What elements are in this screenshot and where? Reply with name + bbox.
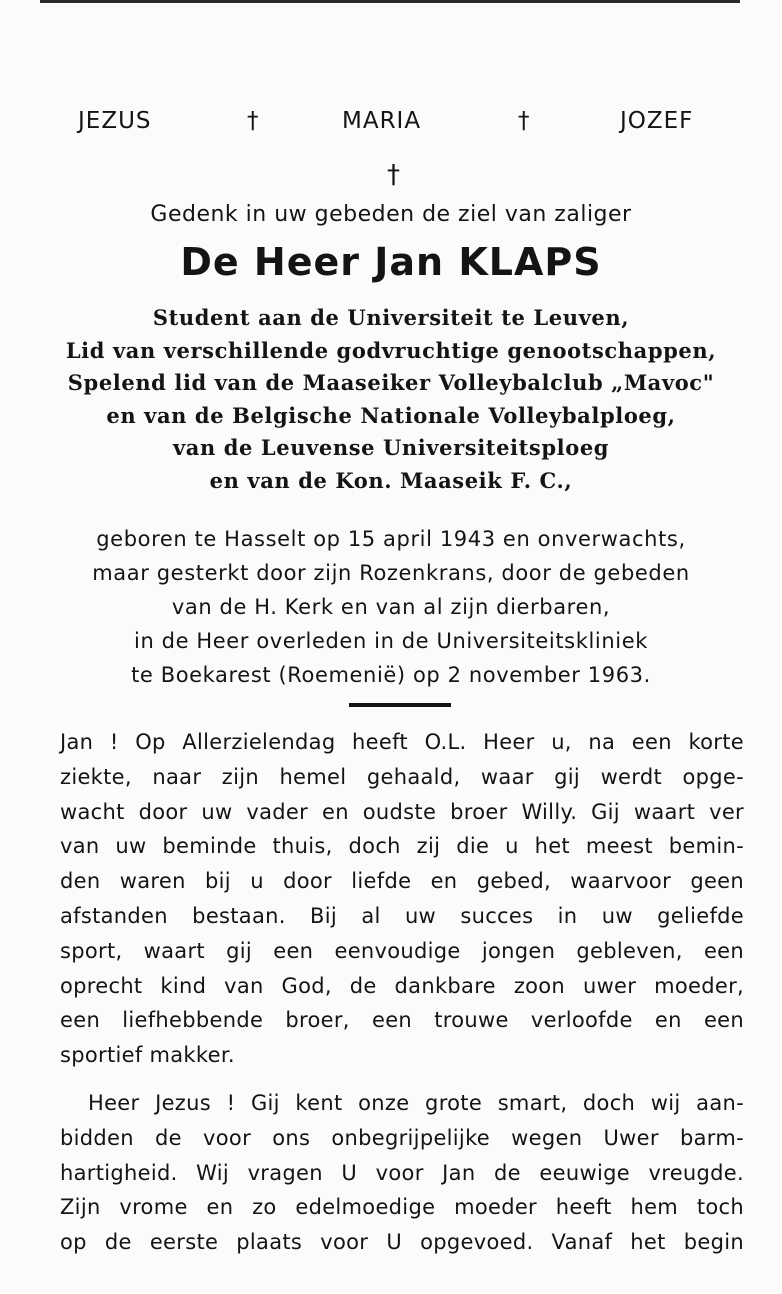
- title-line: Student aan de Universiteit te Leuven,: [152, 305, 630, 330]
- paragraph-line: den waren bij u door liefde en gebed, waarvoor geen: [60, 869, 744, 894]
- deceased-name: De Heer Jan KLAPS: [180, 240, 602, 284]
- biography-block: [0, 522, 782, 692]
- bio-line: van de H. Kerk en van al zijn dierbaren,: [171, 595, 611, 619]
- bio-line: geboren te Hasselt op 15 april 1943 en onverwachts,: [96, 527, 686, 551]
- paragraph-line: wacht door uw vader en oudste broer Willy. Gij waart ver: [60, 799, 744, 824]
- titles-block: [0, 302, 782, 497]
- title-line: van de Leuvense Universiteitsploeg: [172, 435, 610, 460]
- cross-center-icon: †: [387, 160, 400, 190]
- paragraph-line: Jan ! Op Allerzielendag heeft O.L. Heer u, na een korte: [60, 730, 744, 754]
- paragraph-line: Zijn vrome en zo edelmoedige moeder heeft hem toch: [60, 1195, 744, 1220]
- intro-line: Gedenk in uw gebeden de ziel van zaliger: [150, 202, 632, 227]
- paragraph-line: sport, waart gij een eenvoudige jongen gebleven, een: [60, 938, 744, 963]
- title-line: en van de Belgische Nationale Volleybalploeg,: [106, 402, 676, 428]
- paragraph-line: Heer Jezus ! Gij kent onze grote smart, doch wij aan-: [88, 1091, 744, 1115]
- cross-right-icon: †: [518, 108, 531, 134]
- title-line: en van de Kon. Maaseik F. C.,: [209, 467, 573, 493]
- paragraph-line: een liefhebbende broer, een trouwe verloofde en een: [60, 1008, 744, 1033]
- memorial-paragraph-2: [60, 1086, 744, 1260]
- top-border-rule: [40, 0, 740, 3]
- bio-line: te Boekarest (Roemenië) op 2 november 1963.: [131, 663, 651, 687]
- paragraph-line: afstanden bestaan. Bij al uw succes in uw geliefde: [60, 903, 744, 928]
- invocation-joseph: JOZEF: [620, 108, 694, 134]
- section-divider: [349, 703, 451, 707]
- bio-line: maar gesterkt door zijn Rozenkrans, door de gebeden: [92, 561, 690, 585]
- paragraph-line: hartigheid. Wij vragen U voor Jan de eeuwige vreugde.: [60, 1160, 744, 1185]
- title-line: Lid van verschillende godvruchtige genootschappen,: [65, 337, 717, 363]
- paragraph-line: oprecht kind van God, de dankbare zoon uwer moeder,: [60, 973, 744, 998]
- paragraph-line: op de eerste plaats voor U opgevoed. Vanaf het begin: [60, 1230, 744, 1255]
- title-line: Spelend lid van de Maaseiker Volleybalclub „Mavoc": [67, 370, 715, 395]
- paragraph-line: van uw beminde thuis, doch zij die u het meest bemin-: [60, 834, 744, 859]
- bio-line: in de Heer overleden in de Universiteitskliniek: [134, 629, 648, 653]
- paragraph-line: ziekte, naar zijn hemel gehaald, waar gij werdt opge-: [60, 764, 744, 789]
- invocation-header: [0, 108, 782, 148]
- paragraph-line: bidden de voor ons onbegrijpelijke wegen Uwer barm-: [60, 1125, 744, 1150]
- cross-left-icon: †: [247, 108, 260, 134]
- invocation-mary: MARIA: [342, 108, 422, 134]
- memorial-paragraph-1: [60, 725, 744, 1073]
- invocation-jesus: JEZUS: [78, 108, 152, 134]
- paragraph-line: sportief makker.: [60, 1043, 235, 1068]
